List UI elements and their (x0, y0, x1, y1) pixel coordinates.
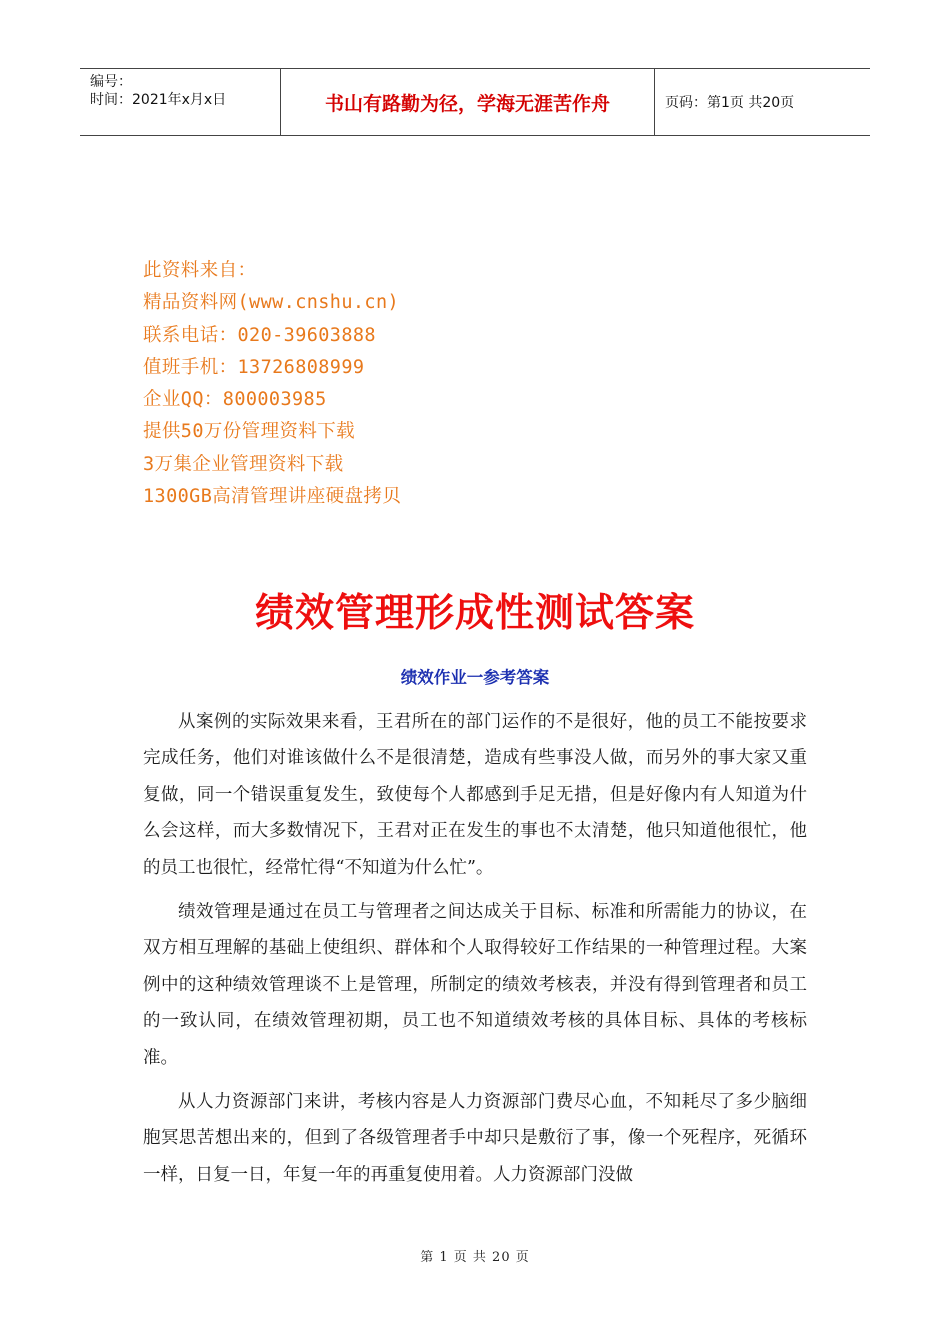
page-footer: 第 1 页 共 20 页 (420, 1250, 530, 1265)
document-body (143, 704, 807, 1201)
source-line-qq: 企业QQ：800003985 (143, 389, 327, 411)
source-line: 3万集企业管理资料下载 (143, 453, 344, 475)
document-title: 绩效管理形成性测试答案 (254, 591, 695, 636)
header-page-info: 页码：第1页 共20页 (665, 95, 795, 111)
source-line: 1300GB高清管理讲座硬盘拷贝 (143, 486, 402, 508)
source-line-phone: 联系电话：020-39603888 (143, 324, 376, 346)
source-info-block (143, 255, 401, 513)
body-paragraph: 从人力资源部门来讲，考核内容是人力资源部门费尽心血，不知耗尽了多少脑细胞冥思苦想出来的，但到了各级管理者手中却只是敷衍了事，像一个死程序，死循环一样，日复一日，年复一年的再重复使用着。人力资源部门没做 (143, 1092, 807, 1185)
header-meta-cell (80, 69, 281, 135)
header-table (80, 68, 870, 136)
number-label: 编号： (90, 74, 132, 90)
body-paragraph: 绩效管理是通过在员工与管理者之间达成关于目标、标准和所需能力的协议，在双方相互理解的基础上使组织、群体和个人取得较好工作结果的一种管理过程。大案例中的这种绩效管理谈不上是管理，所制定的绩效考核表，并没有得到管理者和员工的一致认同，在绩效管理初期，员工也不知道绩效考核的具体目标、具体的考核标准。 (143, 902, 807, 1068)
source-line-mobile: 值班手机：13726808999 (143, 356, 365, 378)
document-subtitle: 绩效作业一参考答案 (400, 668, 550, 687)
header-motto: 书山有路勤为径，学海无涯苦作舟 (281, 69, 655, 135)
time-label: 时间：2021年x月x日 (90, 92, 227, 108)
body-paragraph: 从案例的实际效果来看，王君所在的部门运作的不是很好，他的员工不能按要求完成任务，他们对谁该做什么不是很清楚，造成有些事没人做，而另外的事大家又重复做，同一个错误重复发生，致使每个人都感到手足无措，但是好像内有人知道为什么会这样，而大多数情况下，王君对正在发生的事也不太清楚，他只知道他很忙，他的员工也很忙，经常忙得“不知道为什么忙”。 (143, 712, 807, 878)
source-line-website: 精品资料网(www.cnshu.cn) (143, 292, 400, 314)
source-line: 此资料来自： (143, 260, 257, 281)
source-line: 提供50万份管理资料下载 (143, 421, 356, 443)
